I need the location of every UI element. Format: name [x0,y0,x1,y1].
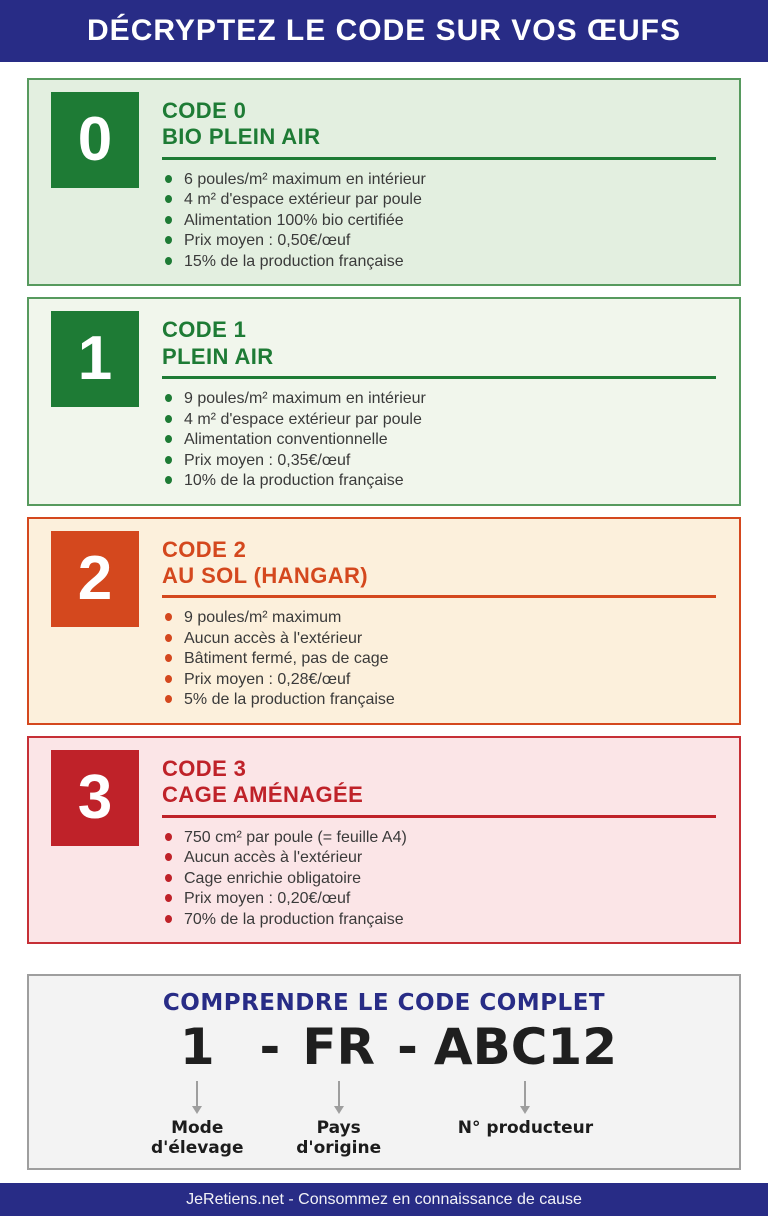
down-arrow-icon [524,1081,526,1107]
code-separator: - [259,1018,281,1077]
label-country-origin: Pays d'origine [296,1118,382,1158]
code-segment-breeding: 1 [179,1018,215,1077]
code-segment-country: FR [302,1018,376,1077]
bullet-item: Bâtiment fermé, pas de cage [162,649,716,668]
code-number: 0 [77,105,113,174]
footer-text: JeRetiens.net - Consommez en connaissance de cause [186,1190,582,1208]
bullet-item: 70% de la production française [162,910,716,929]
bullet-item: 9 poules/m² maximum [162,608,716,627]
code-name: BIO PLEIN AIR [162,124,321,150]
code-number-square [51,531,139,627]
code-number: 2 [77,543,113,613]
bullet-item: 4 m² d'espace extérieur par poule [162,410,716,429]
card-heading [162,537,716,599]
code-separator: - [397,1018,418,1077]
card-content [162,756,716,930]
code-label: CODE 2 [162,536,247,562]
code-number-square [51,311,139,407]
bullet-item: Cage enrichie obligatoire [162,869,716,888]
down-arrow-icon [196,1081,198,1107]
code-label: CODE 0 [162,98,247,123]
down-arrow-icon [338,1081,340,1107]
code-name: PLEIN AIR [162,343,274,369]
card-content [162,537,716,711]
label-breeding-mode: Mode d'élevage [150,1118,244,1158]
main-content [0,62,768,1170]
code-label: CODE 1 [162,317,247,343]
bullet-item: Aucun accès à l'extérieur [162,629,716,648]
bullet-list [162,170,716,271]
header [0,0,768,62]
code-card-0 [27,78,741,286]
bullet-item: 10% de la production française [162,471,716,490]
code-card-1 [27,297,741,505]
bullet-item: Prix moyen : 0,35€/œuf [162,451,716,470]
bullet-item: 6 poules/m² maximum en intérieur [162,170,716,189]
card-heading [162,317,716,379]
label-producer-number: N° producteur [457,1118,594,1139]
bullet-list [162,389,716,490]
decoder-diagram [39,1020,729,1158]
code-number: 3 [77,762,113,832]
code-decoder-panel [27,974,741,1170]
bullet-item: 750 cm² par poule (= feuille A4) [162,828,716,847]
code-name: AU SOL (HANGAR) [162,562,369,588]
bullet-item: Aucun accès à l'extérieur [162,848,716,867]
bullet-list [162,608,716,709]
footer-wrap [0,1183,768,1216]
bullet-item: 15% de la production française [162,252,716,271]
bullet-item: 9 poules/m² maximum en intérieur [162,389,716,408]
decoder-title: COMPRENDRE LE CODE COMPLET [162,990,606,1017]
code-segment-producer: ABC12 [433,1018,618,1077]
code-label: CODE 3 [162,755,247,781]
footer [0,1183,768,1216]
bullet-list [162,828,716,929]
code-name: CAGE AMÉNAGÉE [162,782,364,808]
card-content [162,98,716,272]
code-number-square [51,92,139,188]
card-content [162,317,716,491]
bullet-item: 4 m² d'espace extérieur par poule [162,190,716,209]
card-heading [162,756,716,818]
bullet-item: 5% de la production française [162,690,716,709]
card-heading [162,98,716,160]
bullet-item: Prix moyen : 0,50€/œuf [162,231,716,250]
bullet-item: Prix moyen : 0,28€/œuf [162,670,716,689]
code-number: 1 [77,324,113,394]
code-card-3 [27,736,741,944]
code-card-2 [27,517,741,725]
bullet-item: Alimentation conventionnelle [162,430,716,449]
page-title: DÉCRYPTEZ LE CODE SUR VOS ŒUFS [87,14,681,47]
bullet-item: Prix moyen : 0,20€/œuf [162,889,716,908]
bullet-item: Alimentation 100% bio certifiée [162,211,716,230]
code-number-square [51,750,139,846]
